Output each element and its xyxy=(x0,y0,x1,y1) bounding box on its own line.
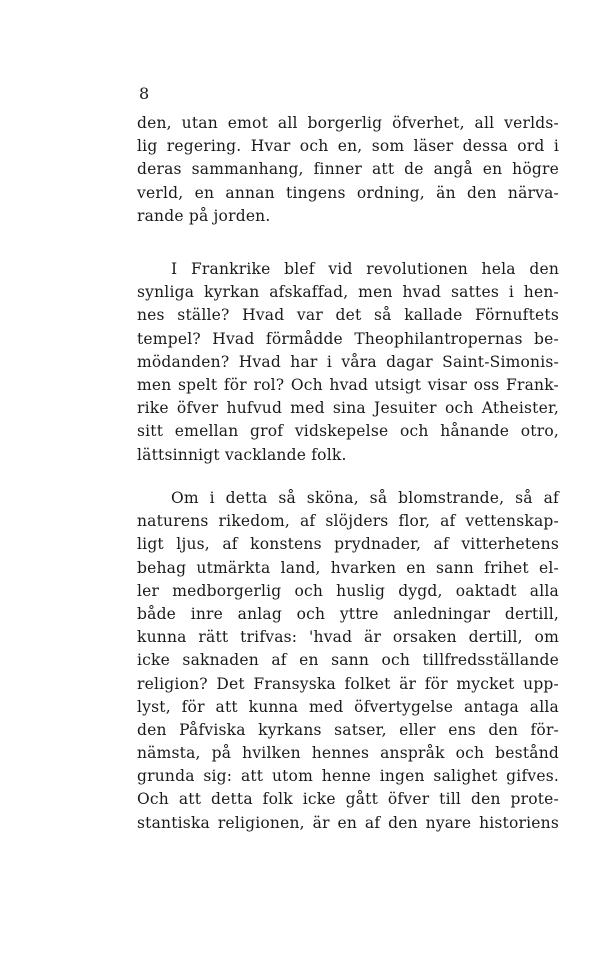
text-line: nes ställe? Hvad var det så kallade Förnuftets xyxy=(137,306,559,325)
page-number: 8 xyxy=(139,84,150,103)
text-line: mödanden? Hvad har i våra dagar Saint-Simonis- xyxy=(137,352,559,371)
paragraph-2 xyxy=(137,258,559,467)
text-line: den, utan emot all borgerlig öfverhet, all verlds- xyxy=(137,114,559,132)
text-line: stantiska religionen, är en af den nyare historiens xyxy=(137,813,559,832)
text-line: behag utmärkta land, hvarken en sann frihet el- xyxy=(137,558,559,577)
paragraph-1 xyxy=(137,112,559,228)
text-line: icke saknaden af en sann och tillfredsställande xyxy=(137,651,559,670)
text-line: deras sammanhang, finner att de angå en högre xyxy=(137,160,559,179)
text-line: sitt emellan grof vidskepelse och hånande otro, xyxy=(137,422,559,441)
text-line: nämsta, på hvilken hennes anspråk och bestånd xyxy=(137,744,559,763)
text-line: Om i detta så sköna, så blomstrande, så af xyxy=(171,489,559,507)
text-line: I Frankrike blef vid revolutionen hela den xyxy=(171,260,559,278)
text-line: lig regering. Hvar och en, som läser dessa ord i xyxy=(137,137,559,156)
text-line: naturens rikedom, af slöjders flor, af vettenskap- xyxy=(137,512,559,531)
text-line: den Påfviska kyrkans satser, eller ens den för- xyxy=(137,720,559,739)
text-line: religion? Det Fransyska folket är för mycket upp- xyxy=(137,674,559,693)
text-line: kunna rätt trifvas: 'hvad är orsaken dertill, om xyxy=(137,628,559,647)
text-line: synliga kyrkan afskaffad, men hvad sattes i hen- xyxy=(137,283,559,302)
text-line: rike öfver hufvud med sina Jesuiter och Atheister, xyxy=(137,399,559,418)
text-line: ligt ljus, af konstens prydnader, af vitterhetens xyxy=(137,535,559,554)
text-line: verld, en annan tingens ordning, än den närva- xyxy=(137,183,559,202)
text-line: rande på jorden. xyxy=(137,206,271,225)
text-line: både inre anlag och yttre anledningar dertill, xyxy=(137,604,559,623)
text-line: lyst, för att kunna med öfvertygelse antaga alla xyxy=(137,697,559,716)
text-line: grunda sig: att utom henne ingen salighet gifves. xyxy=(137,767,559,786)
text-line: ler medborgerlig och huslig dygd, oaktadt alla xyxy=(137,581,559,600)
text-line: men spelt för rol? Och hvad utsigt visar oss Frank- xyxy=(137,375,559,394)
text-line: lättsinnigt vacklande folk. xyxy=(137,445,347,464)
paragraph-3 xyxy=(137,487,559,835)
text-line: Och att detta folk icke gått öfver till den prote- xyxy=(137,790,559,809)
text-line: tempel? Hvad förmådde Theophilantropernas be- xyxy=(137,329,559,348)
